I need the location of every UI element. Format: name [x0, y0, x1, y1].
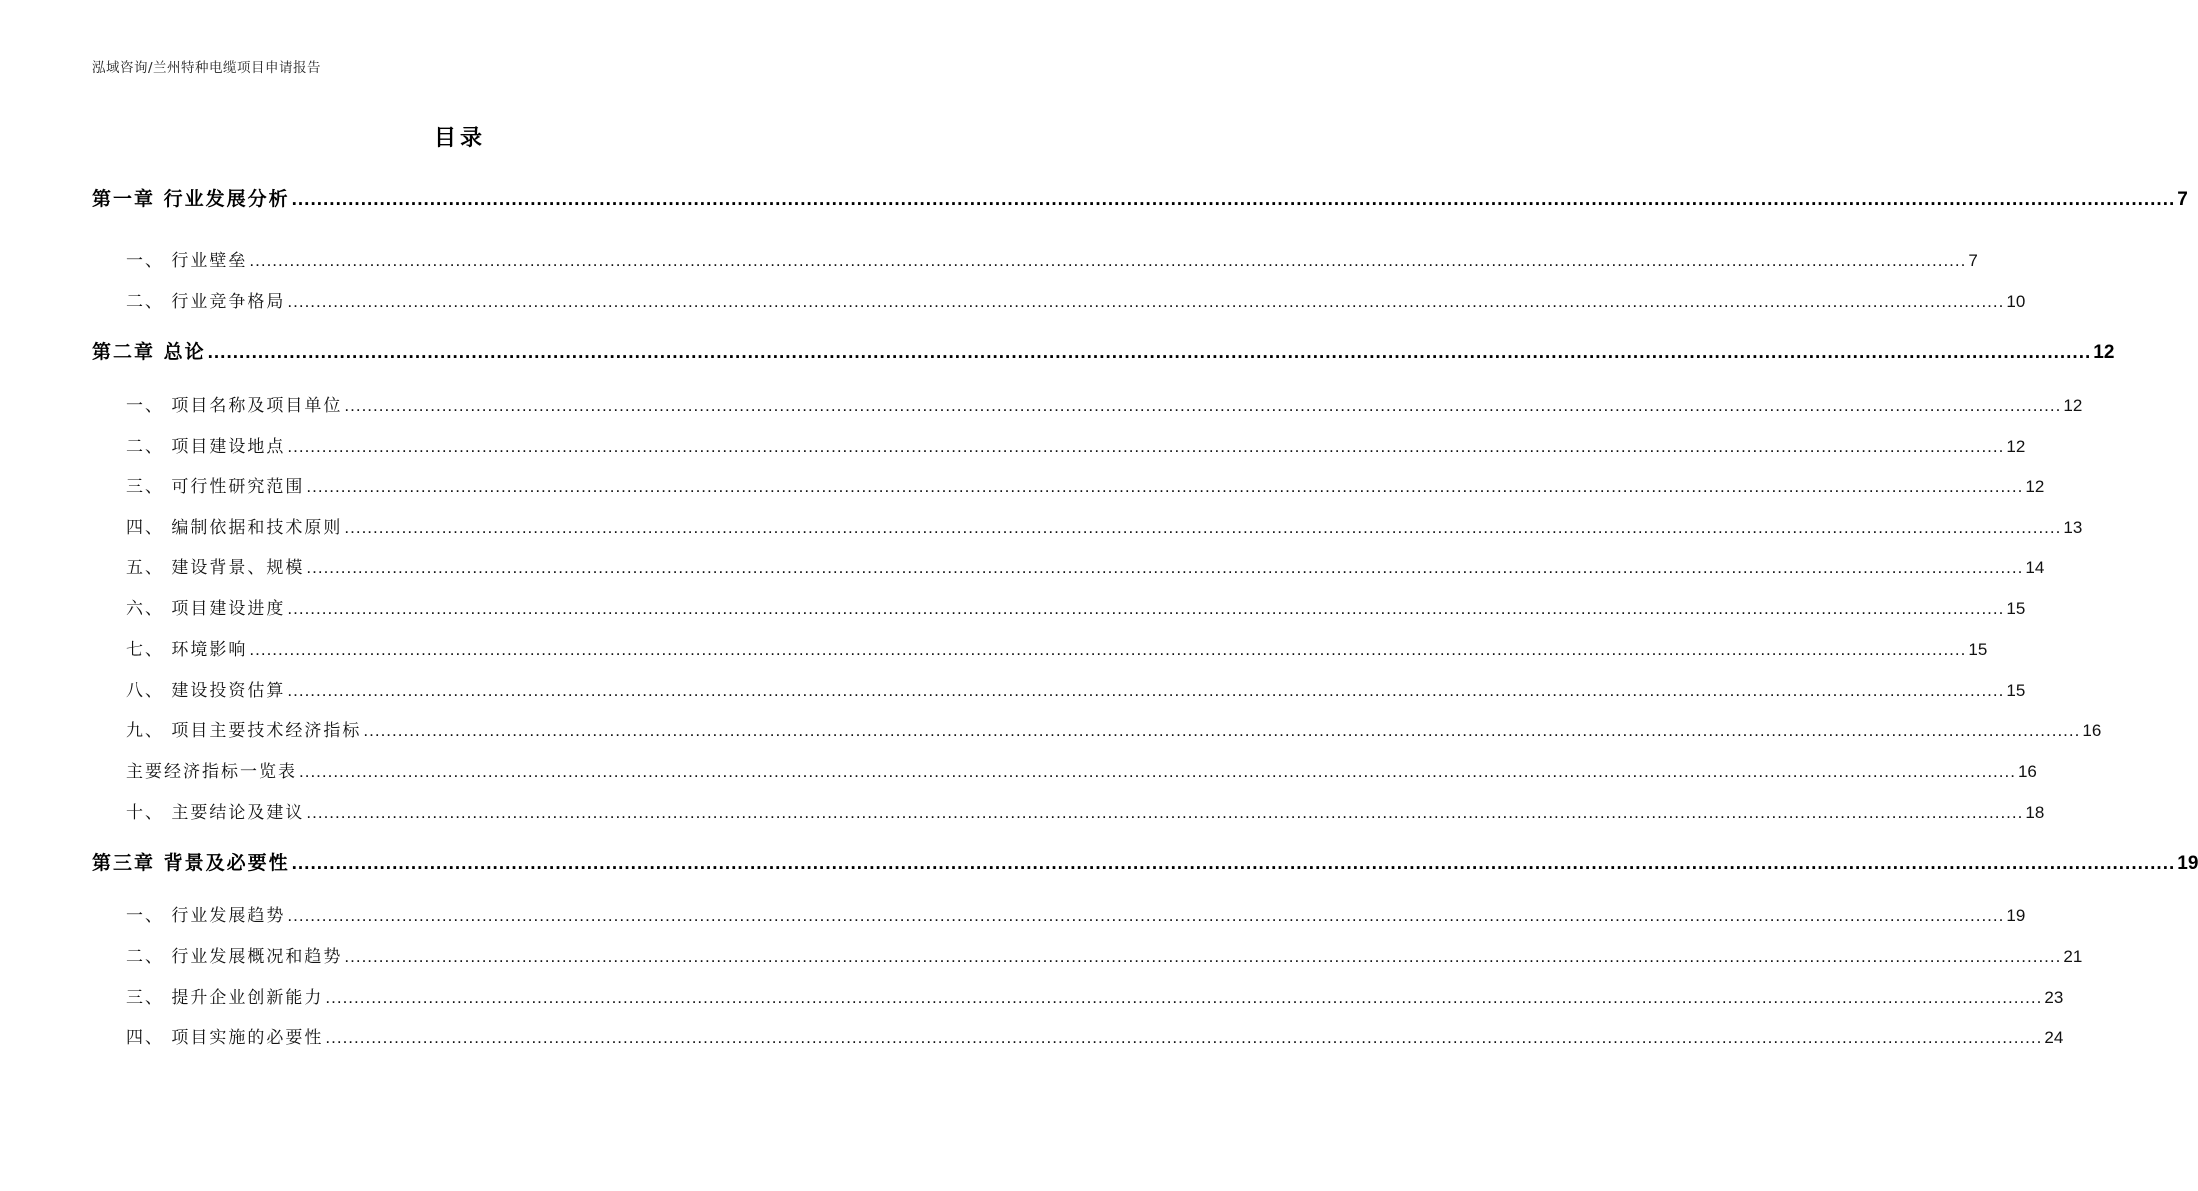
toc-section[interactable]: [126, 798, 2045, 823]
toc-leader-dots: ............................................................................................................................................................................................................................................................................................................: [299, 762, 2016, 781]
toc-section[interactable]: [126, 716, 2102, 741]
toc-leader-dots: ............................................................................................................................................................................................................................................................................................................: [344, 396, 2062, 415]
toc-section[interactable]: [126, 246, 1978, 271]
toc-section[interactable]: [126, 1023, 2064, 1048]
toc-section[interactable]: [126, 594, 2026, 619]
toc-entry-label: 二、 行业竞争格局: [126, 292, 286, 312]
toc-page-number: 15: [2006, 681, 2026, 700]
toc-leader-dots: ............................................................................................................................................................................................................................................................................................................: [287, 599, 2005, 618]
page-header: 泓域咨询/兰州特种电缆项目申请报告: [92, 60, 322, 76]
toc-section[interactable]: [126, 983, 2064, 1008]
toc-section[interactable]: [126, 635, 1988, 660]
toc-section[interactable]: [126, 757, 2037, 782]
toc-leader-dots: ............................................................................................................................................................................................................................................................................................................: [306, 558, 2024, 577]
toc-leader-dots: ............................................................................................................................................................................................................................................................................................................: [287, 292, 2005, 311]
toc-leader-dots: ............................................................................................................................................................................................................................................................................................................: [306, 477, 2024, 496]
toc-chapter-2[interactable]: [92, 337, 2115, 364]
toc-section[interactable]: [126, 553, 2045, 578]
toc-leader-dots: ............................................................................................................................................................................................................................................................................................................: [344, 947, 2062, 966]
toc-page-number: 16: [2082, 721, 2102, 740]
toc-page-number: 12: [2093, 342, 2115, 363]
toc-page-number: 15: [1968, 640, 1988, 659]
toc-entry-label: 一、 行业发展趋势: [126, 906, 286, 926]
toc-page-number: 18: [2025, 803, 2045, 822]
toc-chapter-1[interactable]: [92, 184, 2188, 211]
toc-entry-label: 二、 行业发展概况和趋势: [126, 947, 343, 967]
toc-leader-dots: ............................................................................................................................................................................................................................................................................................................: [249, 251, 1967, 270]
toc-entry-label: 三、 可行性研究范围: [126, 477, 305, 497]
toc-entry-label: 七、 环境影响: [126, 640, 248, 660]
toc-leader-dots: ............................................................................................................................................................................................................................................................................................................: [291, 853, 2176, 874]
toc-entry-label: 第一章 行业发展分析: [92, 188, 290, 210]
toc-entry-label: 四、 项目实施的必要性: [126, 1028, 324, 1048]
toc-leader-dots: ............................................................................................................................................................................................................................................................................................................: [287, 681, 2005, 700]
toc-section[interactable]: [126, 676, 2026, 701]
toc-page-number: 7: [2177, 189, 2188, 210]
toc-leader-dots: ............................................................................................................................................................................................................................................................................................................: [344, 518, 2062, 537]
toc-page-number: 7: [1968, 251, 1978, 270]
toc-leader-dots: ............................................................................................................................................................................................................................................................................................................: [287, 906, 2005, 925]
toc-leader-dots: ............................................................................................................................................................................................................................................................................................................: [363, 721, 2081, 740]
toc-entry-label: 一、 行业壁垒: [126, 251, 248, 271]
toc-page-number: 10: [2006, 292, 2026, 311]
toc-entry-label: 四、 编制依据和技术原则: [126, 518, 343, 538]
toc-page-number: 15: [2006, 599, 2026, 618]
toc-entry-label: 三、 提升企业创新能力: [126, 988, 324, 1008]
toc-entry-label: 八、 建设投资估算: [126, 681, 286, 701]
toc-chapter-3[interactable]: [92, 848, 2198, 875]
toc-section[interactable]: [126, 391, 2083, 416]
toc-page-number: 12: [2006, 437, 2026, 456]
toc-section[interactable]: [126, 472, 2045, 497]
toc-leader-dots: ............................................................................................................................................................................................................................................................................................................: [287, 437, 2005, 456]
toc-page-number: 24: [2044, 1028, 2064, 1047]
toc-page-number: 23: [2044, 988, 2064, 1007]
toc-page-number: 12: [2025, 477, 2045, 496]
toc-entry-label: 十、 主要结论及建议: [126, 803, 305, 823]
toc-leader-dots: ............................................................................................................................................................................................................................................................................................................: [325, 1028, 2043, 1047]
toc-page-number: 13: [2063, 518, 2083, 537]
toc-entry-label: 五、 建设背景、规模: [126, 558, 305, 578]
toc-entry-label: 二、 项目建设地点: [126, 437, 286, 457]
toc-section[interactable]: [126, 432, 2026, 457]
toc-section[interactable]: [126, 287, 2026, 312]
toc-title: 目录: [433, 126, 486, 151]
toc-leader-dots: ............................................................................................................................................................................................................................................................................................................: [306, 803, 2024, 822]
toc-page-number: 12: [2063, 396, 2083, 415]
toc-leader-dots: ............................................................................................................................................................................................................................................................................................................: [207, 342, 2092, 363]
toc-section[interactable]: [126, 513, 2083, 538]
toc-page-number: 19: [2006, 906, 2026, 925]
toc-page-number: 16: [2017, 762, 2037, 781]
toc-entry-label: 第三章 背景及必要性: [92, 852, 290, 874]
toc-page-number: 19: [2177, 853, 2198, 874]
toc-page-number: 14: [2025, 558, 2045, 577]
toc-entry-label: 九、 项目主要技术经济指标: [126, 721, 362, 741]
toc-leader-dots: ............................................................................................................................................................................................................................................................................................................: [249, 640, 1967, 659]
toc-page-number: 21: [2063, 947, 2083, 966]
toc-entry-label: 主要经济指标一览表: [126, 762, 297, 782]
toc-entry-label: 六、 项目建设进度: [126, 599, 286, 619]
toc-section[interactable]: [126, 901, 2026, 926]
toc-entry-label: 第二章 总论: [92, 341, 206, 363]
toc-section[interactable]: [126, 942, 2083, 967]
toc-entry-label: 一、 项目名称及项目单位: [126, 396, 343, 416]
toc-leader-dots: ............................................................................................................................................................................................................................................................................................................: [325, 988, 2043, 1007]
toc-leader-dots: ............................................................................................................................................................................................................................................................................................................: [291, 189, 2176, 210]
